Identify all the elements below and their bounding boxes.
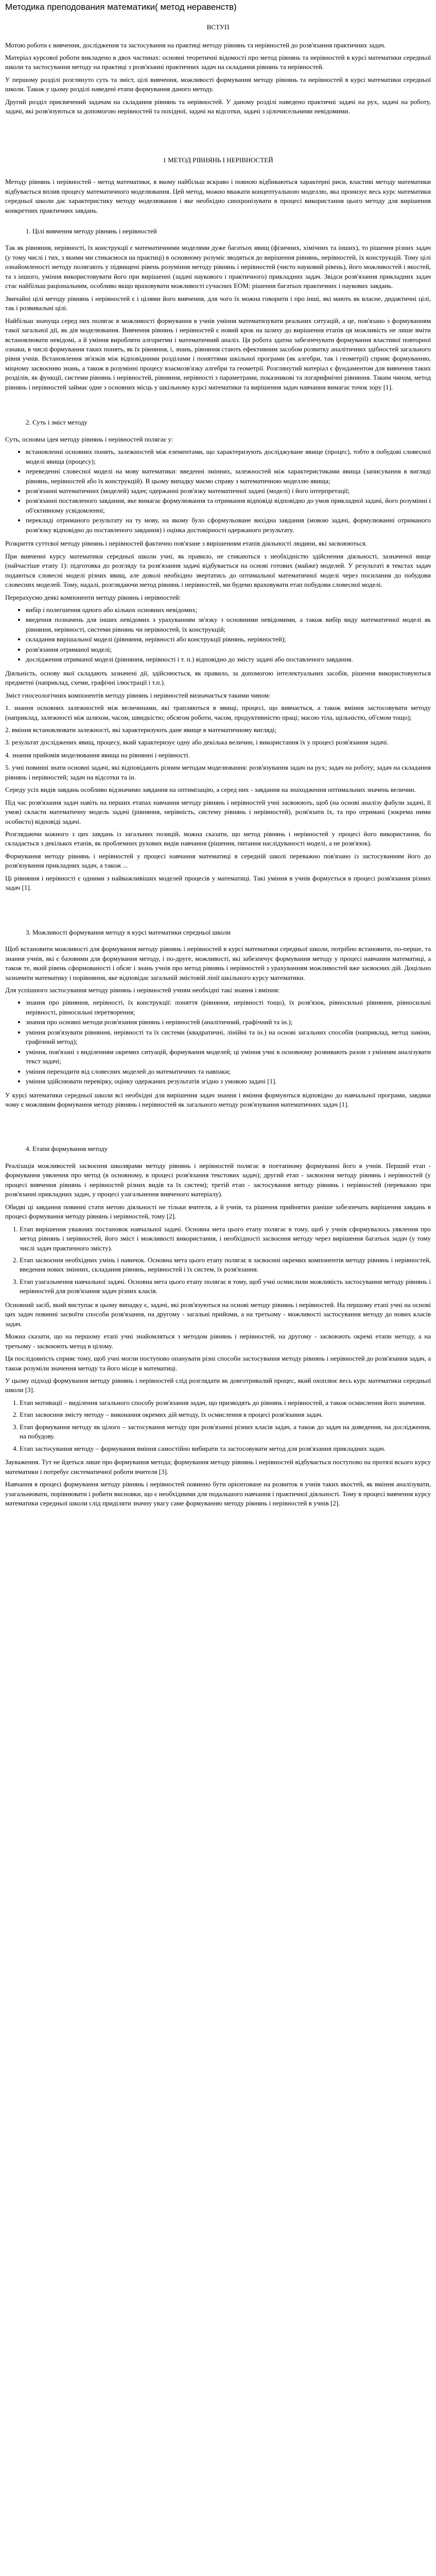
paragraph: Методу рівнянь і нерівностей - метод математики, в якому найбільш яскраво і повною відбиваються характерні риси, властиві методу математики відбувається вплив процесу математичного моделювання. Цей метод, можно вважати концептуальною моделлю, яка пронизує весь курс математики середньої школи дає характеристику методу моделювання і яке необхідно синхронізувати в процесі використання цього методу для вирішення конкретних практичних завдань.: [5, 178, 431, 214]
list-item: 2. Етап засвоєння змісту методу – виконання окремих дій методу, їх осмислення в процесі розв'язання задач.: [20, 1410, 431, 1419]
intro-section: [5, 41, 431, 116]
document-title: Методика преподования математики( метод неравенств): [5, 2, 237, 12]
paragraph: Найбільш значуща серед них полягає в можливості формування в учнів уміння математизувати реальних ситуацій, а це, пов'язано з формуванням такої загальної дії, як дія моделювання. Вивчення рівнянь і нерівностей є новий крок на шляху до вирішення етапів ця можливість не лише вміти встановлювати невідомі, а й уміння виробляти алгоритми і математичний аналіз. Ця робота здатна забезпечувати формування властивої повторної ознаки, в числі формування таких понять, як їх рівняння, і, знань, рівняння стають ефективним засобом розвитку аналітичних здібностей загального рівня учнів. Встановлення зв'язків між відповідними розділами і поняттями шкільної програми (як алгебри, так і геометрії) сприяє формуванню, міцному засвоєнню знань, а також в розумінні процесу взаємозв'язку алгебри та геометрії. Розглянутий матеріал є фундаментом для вивчення таких розділів, як функції, системи рівнянь і нерівностей, рівняння, нерівності з параметрами, показникові та логарифмічні рівняння. Таким чином, метод рівнянь і нерівностей займає одне з основних місць у шкільному курсі математики та вирішення задач навчання вимагає точок зору [1].: [5, 316, 431, 391]
list-item: • уміння здійснювати перевірку, оцінку одержаних результатів згідно з умовою задачі [1].: [26, 1077, 431, 1086]
paragraph: У цьому підході формування методу рівнянь і нерівностей слід розглядати як довготривалий процес, який охоплює весь курс математики середньої школи [3].: [5, 1376, 431, 1394]
paragraph: У першому розділі розглянуто суть та зміст, цілі вивчення, можливості формування методу рівнянь та нерівностей в курсі математики середньої школи. Також у цьому розділі наведені етапи формування даного методу.: [5, 75, 431, 93]
paragraph: Зміст гносеологічних компонентів методу рівнянь і нерівностей визначається такими чином:: [5, 691, 271, 699]
paragraph: 5. учні повинні знати основні задачі, які відповідають різним методам моделювання: розв'язування задач на рух; задач на роботу; задач на складання рівнянь і нерівностей; задач на відсотки та ін.: [5, 764, 431, 781]
paragraph: 1. знання основних залежностей між величинами, які трапляються в явищі, процесі, що вивчається, а також вміння застосовувати методу (наприклад, залежності між шляхом, часом, швидкістю; обсягом роботи, часом, продуктивністю праці; масою тіла, щільністю, об'ємом тощо);: [5, 704, 431, 721]
section-heading: 3. Можливості формування методу в курсі математики середньої школи: [26, 928, 231, 936]
paragraph: Діяльність, основу якої складають зазначені дії, здійснюється, як правило, за допомогою інтелектуальних засобів, рішення використовуються предметні (наприклад, схеми, графічні ілюстрації і т.п.).: [5, 669, 431, 687]
list-item: • складання вирішальної моделі (рівняння, нерівності або конструкції рівнянь, нерівностей);: [26, 635, 431, 644]
paragraph: Зауваження. Тут не йдеться лише про формування метода; формування методу рівнянь і нерівностей відбувається поступово на протязі всього курсу математики і потребує систематичної роботи вчителя [3].: [5, 1458, 431, 1476]
paragraph: Під час розв'язання задач навіть на перших етапах навчання методу рівнянь і нерівностей учні засвоюють, щоб (на основі аналізу фабули задачі, її умов) скласти математичну модель задачі (рівняння, нерівність, систему рівнянь і нерівностей), розв'язати їх, та про отримані (зокрема ними особисто) відповіді задачі.: [5, 798, 431, 825]
numbered-list: [5, 1398, 431, 1453]
list-item: • введення позначень для інших невідомих з урахуванням зв'язку з основними невідомими, а також вибір виду математичної моделі як рівняння, нерівності, системи рівнянь чи нерівностей, їх конструкцій;: [26, 615, 431, 634]
list-item: • розв'язанні математичних (моделей) задач; одержанні розв'язку математичної задачі (моделі) і його інтерпретації;: [26, 486, 431, 496]
paragraph: У курсі математики середньої школи всі необхідні для вирішення задач знання і вміння формуються відповідно до навчальної програми, завдяки чому є можливим формування методу рівнянь і нерівностей як загального методу розв'язування математичних задач [1].: [5, 1091, 431, 1108]
chapter-heading: 1 МЕТОД РІВНЯНЬ І НЕРІВНОСТЕЙ: [163, 156, 273, 164]
section-heading: 1. Цілі вивчення методу рівнянь і нерівностей: [26, 227, 157, 235]
list-item: 4. Етап застосування методу – формування вміння самостійно вибирати та застосовувати метод для розв'язання прикладних задач.: [20, 1444, 431, 1453]
list-item: 1. Етап вирішення уважних постановок навчальної задачі. Основна мета цього етапу полягає в тому, щоб у учнів сформувалось уявлення про метод рівнянь і нерівностей, його зміст і можливості використання, і необхідності засвоєння методу через вирішення багатьох задач (у тому числі задач практичного змісту).: [20, 1225, 431, 1253]
paragraph: Обидві ці завдання повинні стати метою діяльності не тільки вчителя, а й учнів, та рішення прийнятих раніше забезпечать вирішення завдань в процесі формування методу рівнянь і нерівностей, тому [2].: [5, 1202, 431, 1221]
list-item: • уміння розв'язувати рівняння, нерівності та їх системи (квадратичні, лінійні та ін.) на основі загальних способів (наприклад, метод заміни, графічний метод);: [26, 1028, 431, 1047]
list-item: • перекладі отриманого результату на ту мову, на якому було сформульоване вихідна завдання (мовою задачі, формулюванні отриманого розв'язку відповідно до поставленого завдання) і оцінка достовірності одержаного результату.: [26, 516, 431, 535]
paragraph: Перерахуємо деякі компоненти методу рівнянь і нерівностей:: [5, 593, 181, 601]
list-item: • розв'язанні поставленого завдання, яке вимагає формулювання та отримання відповіді відповідно до умов прикладної задачі, його розумінні і об'єктивному усвідомленні;: [26, 496, 431, 515]
list-item: 2. Етап засвоєння необхідних умінь і навичок. Основна мета цього етапу полягає в засвоєнні окремих компонентів методу рівнянь і нерівностей, введення нових змінних, складання рівнянь, нерівностей і їх систем, їх розв'язання.: [20, 1256, 431, 1275]
list-item: • уміння переходити від словесних моделей до математичних та навпаки;: [26, 1067, 431, 1076]
list-item: • дослідження отриманої моделі (рівняння, нерівності і т. п.) відповідно до змісту задачі або поставленого завдання.: [26, 655, 431, 664]
paragraph: Ці рівняння і нерівності є одними з найважливіших моделей процесів у математиці. Такі уміння в учнів формується в процесі розв'язання різних задач [1].: [5, 874, 431, 892]
list-item: 3. Етап узагальнення навчальної задачі. Основна мета цього етапу полягає в тому, щоб учні осмислили можливість застосування методу рівнянь і нерівностей для розв'язання задач різних класів.: [20, 1277, 431, 1296]
bullet-list: [5, 605, 431, 665]
paragraph: Мотою роботи є вивчення, дослідження та застосування на практиці методу рівнянь та нерівностей до розв'язання практичних задач.: [5, 41, 386, 49]
list-item: • уміння, пов'язані з виділенням окремих ситуацій, формування моделей; ці уміння учні в основному розвивають разом з умінням аналізувати текст задачі;: [26, 1047, 431, 1066]
paragraph: Можна сказати, що на першому етапі учні знайомляться з методом рівнянь і нерівностей, на другому - засвоюють окремі етапи методу, а на третьому - засвоюють метод в цілому.: [5, 1332, 431, 1350]
paragraph: Ця послідовність сприяє тому, щоб учні могли поступово опанувати різні способи застосування методу рівнянь і нерівностей до розв'язання задач, а також розуміли значення методу та його місце в математиці.: [5, 1354, 431, 1372]
list-item: • знання про основні методи розв'язання рівнянь і нерівностей (аналітичний, графічний та ін.);: [26, 1018, 431, 1027]
paragraph: Середу усіх видів завдань особливо відзначимо завдання на оптимізацію, а серед них - завдання на знаходження оптимальних значень величин.: [5, 786, 416, 794]
list-item: • встановленні основних понять, залежностей між елементами, що характеризують досліджуване явище (процес), тобто в побудові словесної моделі явища (процесу);: [26, 447, 431, 466]
paragraph: Звичайні цілі методу рівнянь і нерівностей є і цілями його вивчення, для чого їх можна говорити і про інші, які мають як власне, дидактичні цілі, так і розвивальні цілі.: [5, 294, 431, 312]
paragraph: 2. вміння встановлювати залежності, які характеризують дане явище в математичному вигляді;: [5, 725, 277, 734]
paragraph: Формування методу рівнянь і нерівностей у процесі навчання математиці в середній школі переважно пов'язано із застосуванням його до розв'язування прикладних задач, а також ...: [5, 852, 431, 870]
section-heading: 2. Суть і зміст методу: [26, 418, 88, 427]
paragraph: Щоб встановити можливості для формування методу рівнянь і нерівностей в курсі математики середньої школи, потрібно встановити, по-перше, та знання учнів, які є базовими для формування методу, і по-друге, можливості, які забезпечує формування методу у процесі навчання математиці, а також те, який рівень сформованості і обсяг і знань учнів про метод рівнянь і нерівностей з урахуванням можливостей вже засвоєних дій. Доцільно зазначити математику і порівняння, яке відповідає загальній змістовій лінії шкільного курсу математики.: [5, 945, 431, 981]
bullet-list: [5, 447, 431, 535]
paragraph: Розкриття суттєвої методу рівнянь і нерівностей фактично пов'язане з вирішенням етапів діяльності людини, які засвоюються.: [5, 539, 367, 548]
paragraph: Реалізація можливостей засвоєння школярами методу рівнянь і нерівностей полягає в поетапному формуванні його в учнів. Перший етап - формування уявлення про метод (в основному, в процесі розв'язання текстових задач); другий етап - засвоєння методу рівнянь і нерівностей (у процесі вивчення рівнянь і нерівностей різних видів та їх систем); третій етап - застосування методу рівнянь і нерівностей (переважно при розв'язанні прикладних задач, у процесі узагальнення вивченого матеріалу).: [5, 1161, 431, 1198]
paragraph: Основний засіб, який виступає в цьому випадку є, задачі, які розв'язуються на основі методу рівнянь і нерівностей. На першому етапі учні на основі цих задач повинні засвоїти способи розв'язання, на другому - загальні прийоми, а на третьому - можливості застосування методу до нових класів задач.: [5, 1300, 431, 1328]
paragraph: 3. результат досліджених явищ, процесу, який характеризує одну або декілька величин, і використання їх у процесі розв'язання задачі.: [5, 738, 389, 747]
paragraph: Матеріал курсової роботи викладено в двох частинах: основні теоретичні відомості про метод рівнянь та нерівностей в курсі математики середньої школи та застосування методу на практиці з розв'язанні практичних задач на складання рівнянь та нерівностей.: [5, 54, 431, 71]
paragraph: Другий розділ присвячений задачам на складання рівнянь та нерівностей. У даному розділі наведено практичні задачі на рух, задачі на роботу, задачі, які розв'язуються за допомогою нерівностей та похідної, задачі на відсотки, задачі з цілочисельними невідомими.: [5, 97, 431, 115]
list-item: • вибір і полегшення одного або кількох основних невідомих;: [26, 605, 431, 615]
numbered-list: [5, 1225, 431, 1296]
paragraph: Навчання в процесі формування методу рівнянь і нерівностей повинно бути орієнтоване на розвиток в учнів таких якостей, як вміння аналізувати, узагальнювати, порівнювати і робити висновки, що є необхідними для подальшого навчання і практичної діяльності. Тому в процесі вивчення курсу математики середньої школи слід приділяти значну увагу саме формуванню методу рівнянь і нерівностей в учнів [2].: [5, 1480, 431, 1507]
list-item: 1. Етап мотивації – виділення загального способу розв'язання задач, що призводять до рівнянь і нерівностей, а також осмислення його значення.: [20, 1398, 431, 1408]
section-heading: 4. Етапи формування методу: [26, 1145, 108, 1153]
paragraph: 4. знання прийомів моделювання явища на рівнянні і нерівності.: [5, 751, 190, 759]
list-item: • переведенні словесної моделі на мову математики: введенні змінних, залежностей між характеристиками явища (записування в вигляді рівнянь, нерівностей або їх конструкцій). В цьому випадку маємо справу з математичною моделлю явища;: [26, 467, 431, 486]
paragraph: Суть, основна ідея методу рівнянь і нерівностей полягає у:: [5, 435, 173, 443]
paragraph: Розглядаючи кожного з цих завдань із загальних позицій, можна сказати, що метод рівнянь і нерівностей у процесі його використання, бо складається з декількох етапів, як проблемних рухових видів навчання (рішення, питання наслідуваності моделі, а не розв'язок).: [5, 830, 431, 848]
list-item: • розв'язання отриманої моделі;: [26, 645, 431, 654]
paragraph: Для успішного застосування методу рівнянь і нерівностей учням необхідні такі знання і вміння:: [5, 986, 280, 994]
paragraph: Так як рівняння, нерівності, їх конструкції є математичними моделями дуже багатьох явищ (фізичних, хімічних та інших), то рішення різних задач (у тому числі і тих, з якими ми стикаємося на практиці) в основному розуміє зводяться до вирішення рівнянь, нерівностей, їх конструкцій. Тому цілі ознайомленості методу полягають у підвищені рівень розуміння методу рівнянь і нерівностей (чисто науковий рівень), його можливостей і якостей, та з іншого, уміння використовувати його при вирішенні (задачі наукового і практичного) прикладних задач. Звідси розв'язання прикладних задач стає найбільш раціональним, особливо якщо враховувати можливості сучасних ЕОМ: рішення багатьох практичних і наукових завдань.: [5, 244, 431, 290]
intro-heading: ВСТУП: [206, 23, 230, 31]
paragraph: При вивченні курсу математики середньої школи учні, як правило, не стикаються з необхідністю здійснення діяльності, зазначеної вище (найчастіше етапу 1): підготовка до розгляду та розв'язання задачі відбувається на основі готових (майже) моделей. У результаті в текстах задач подаються словесні моделі різних явищ, але доволі необхідно звертатись до оптимальної математичної моделі через посилання до побудови словесних моделей. Тому, надалі, розглядаючи метод рівнянь і нерівностей, ми будемо враховувати етап побудови словесної моделі.: [5, 552, 431, 589]
bullet-list: [5, 998, 431, 1086]
list-item: 3. Етап формування методу як цілого – застосування методу при розв'язанні різних класів задач, а також до задач на доведення, на дослідження, на побудову.: [20, 1422, 431, 1442]
list-item: • знання про рівняння, нерівності, їх конструкції: поняття (рівняння, нерівності тощо), їх розв'язок, рівносильні рівняння, рівносильні нерівності, рівносильні перетворення;: [26, 998, 431, 1017]
